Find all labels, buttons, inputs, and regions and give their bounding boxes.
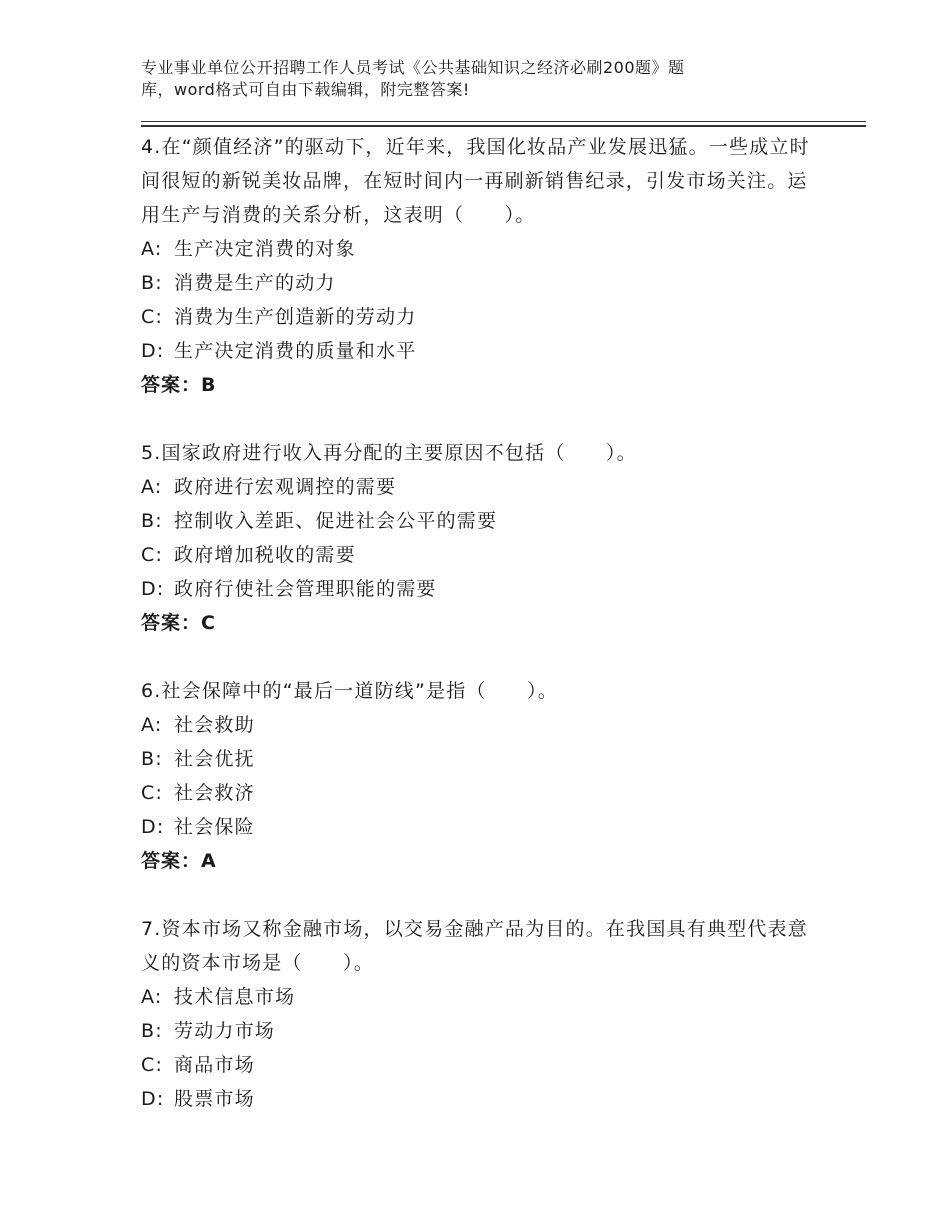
option-text: 劳动力市场 xyxy=(174,1020,276,1042)
option-text: 技术信息市场 xyxy=(174,986,296,1008)
question-6 xyxy=(141,674,811,878)
option-a xyxy=(141,980,811,1014)
header-rule-thin xyxy=(141,121,866,122)
option-text: 社会保险 xyxy=(174,816,255,838)
option-letter: C: xyxy=(141,306,164,328)
header-rule-thick xyxy=(141,125,866,127)
document-header xyxy=(141,57,781,101)
option-letter: C: xyxy=(141,544,164,566)
header-line-1: 专业事业单位公开招聘工作人员考试《公共基础知识之经济必刷200题》题 xyxy=(141,58,685,77)
option-c xyxy=(141,1048,811,1082)
option-d xyxy=(141,572,811,606)
option-letter: A: xyxy=(141,476,163,498)
option-text: 生产决定消费的质量和水平 xyxy=(174,340,417,362)
option-c xyxy=(141,300,811,334)
option-text: 社会救助 xyxy=(174,714,255,736)
question-stem: 7.资本市场又称金融市场，以交易金融产品为目的。在我国具有典型代表意义的资本市场是（ ）。 xyxy=(141,918,808,974)
option-letter: D: xyxy=(141,340,165,362)
question-list xyxy=(141,130,811,1150)
option-text: 政府行使社会管理职能的需要 xyxy=(174,578,437,600)
question-5 xyxy=(141,436,811,640)
option-letter: B: xyxy=(141,272,163,294)
header-line-2: 库，word格式可自由下载编辑，附完整答案! xyxy=(141,80,470,99)
option-text: 社会救济 xyxy=(174,782,255,804)
option-letter: B: xyxy=(141,510,163,532)
answer-label: 答案：A xyxy=(141,850,217,872)
option-b xyxy=(141,742,811,776)
option-letter: A: xyxy=(141,238,163,260)
option-d xyxy=(141,1082,811,1116)
question-7 xyxy=(141,912,811,1116)
option-letter: D: xyxy=(141,816,165,838)
option-letter: D: xyxy=(141,578,165,600)
option-c xyxy=(141,776,811,810)
question-stem: 6.社会保障中的“最后一道防线”是指（ ）。 xyxy=(141,680,558,702)
answer-label: 答案：C xyxy=(141,612,216,634)
option-d xyxy=(141,810,811,844)
option-letter: A: xyxy=(141,986,163,1008)
option-d xyxy=(141,334,811,368)
option-a xyxy=(141,232,811,266)
question-stem: 4.在“颜值经济”的驱动下，近年来，我国化妆品产业发展迅猛。一些成立时间很短的新锐美妆品牌，在短时间内一再刷新销售纪录，引发市场关注。运用生产与消费的关系分析，这表明（ ）。 xyxy=(141,136,810,226)
option-a xyxy=(141,708,811,742)
question-4 xyxy=(141,130,811,402)
option-letter: D: xyxy=(141,1088,165,1110)
option-c xyxy=(141,538,811,572)
option-text: 控制收入差距、促进社会公平的需要 xyxy=(174,510,498,532)
option-a xyxy=(141,470,811,504)
option-letter: C: xyxy=(141,1054,164,1076)
option-letter: C: xyxy=(141,782,164,804)
option-text: 股票市场 xyxy=(174,1088,255,1110)
option-text: 消费是生产的动力 xyxy=(174,272,336,294)
option-text: 生产决定消费的对象 xyxy=(174,238,356,260)
option-text: 政府进行宏观调控的需要 xyxy=(174,476,397,498)
option-letter: B: xyxy=(141,1020,163,1042)
question-stem: 5.国家政府进行收入再分配的主要原因不包括（ ）。 xyxy=(141,442,637,464)
option-b xyxy=(141,504,811,538)
option-text: 消费为生产创造新的劳动力 xyxy=(174,306,417,328)
option-text: 商品市场 xyxy=(174,1054,255,1076)
answer-label: 答案：B xyxy=(141,374,217,396)
option-letter: A: xyxy=(141,714,163,736)
option-text: 社会优抚 xyxy=(174,748,255,770)
option-text: 政府增加税收的需要 xyxy=(174,544,356,566)
option-b xyxy=(141,1014,811,1048)
option-b xyxy=(141,266,811,300)
option-letter: B: xyxy=(141,748,163,770)
